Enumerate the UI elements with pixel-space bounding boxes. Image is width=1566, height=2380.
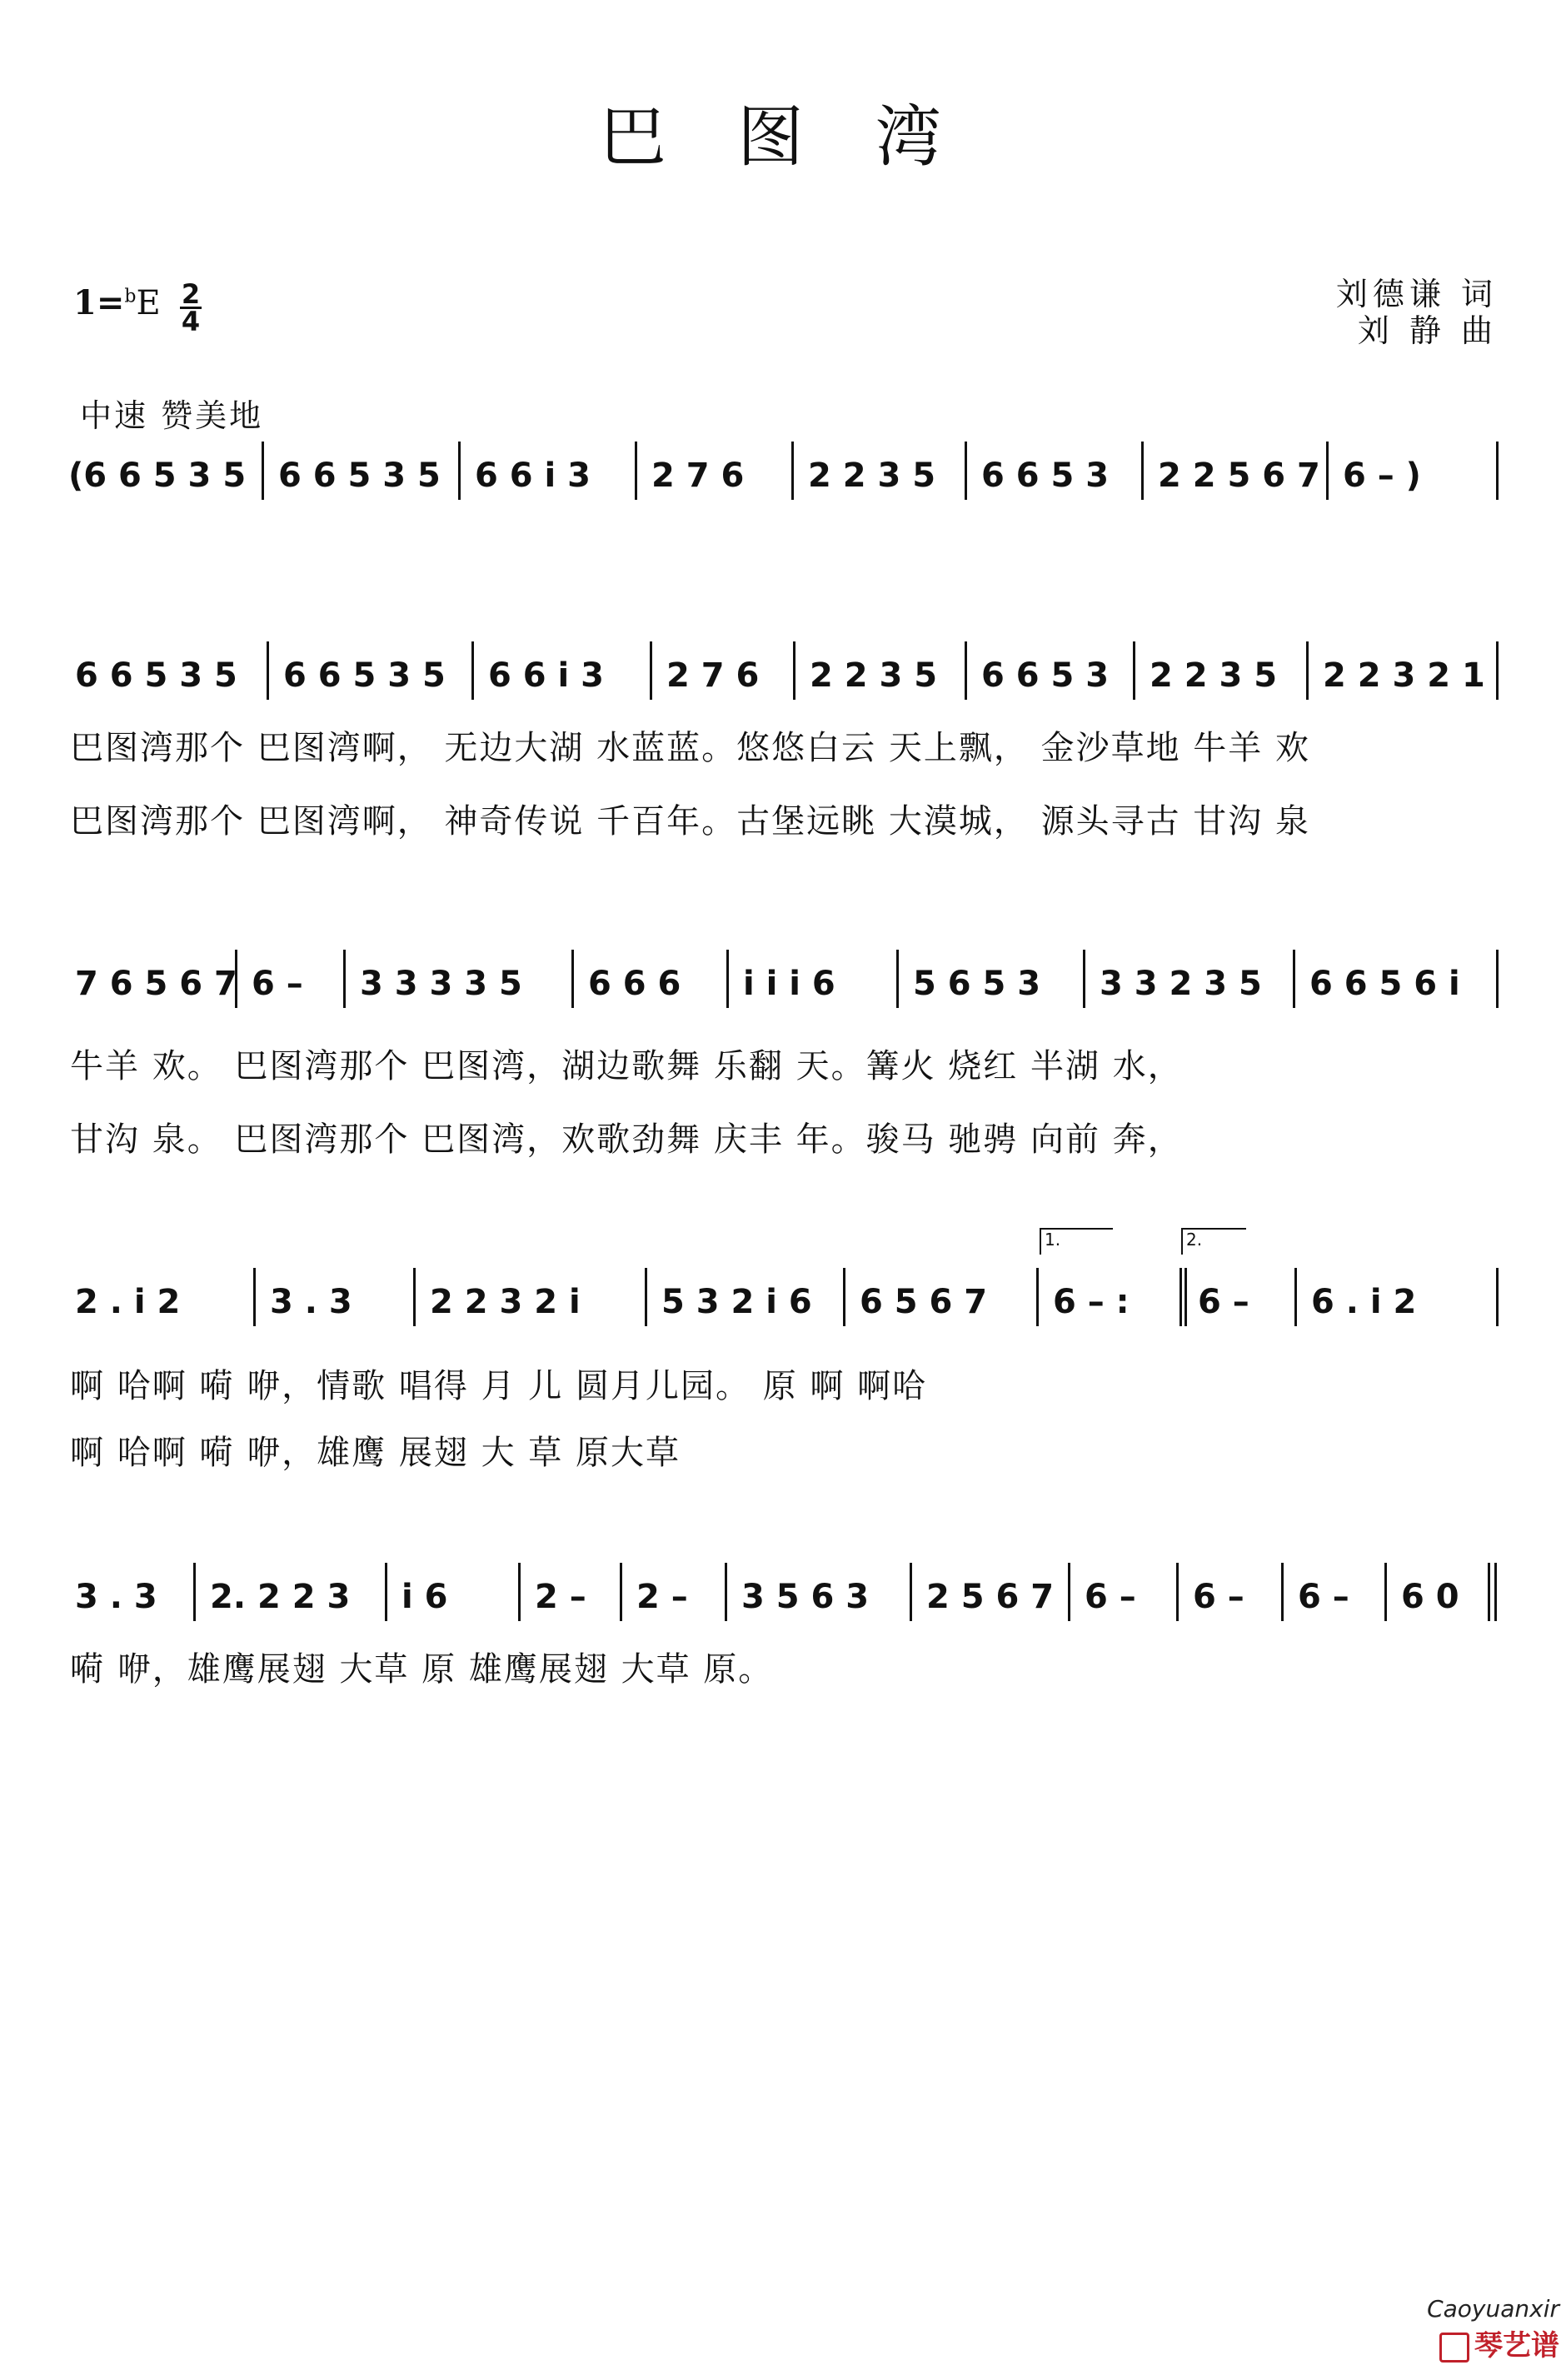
- measure: 6 6 6: [588, 965, 681, 1003]
- lyric-line-2: 巴图湾那个 巴图湾啊， 神奇传说 千百年。古堡远眺 大漠城， 源头寻古 甘沟 泉: [70, 802, 1311, 841]
- measure: 2 –: [535, 1578, 586, 1616]
- key-one: 1=: [73, 283, 125, 322]
- measure: 2 2 3 5: [810, 656, 938, 695]
- measure: 2 2 5 6 7: [1158, 457, 1320, 495]
- watermark-brand: 琴艺谱: [1474, 2329, 1559, 2363]
- lyric-line-5: 啊 哈啊 嗬 咿，情歌 唱得 月 儿 圆月儿园。 原 啊 啊哈: [70, 1367, 928, 1405]
- measure: 3 3 2 3 5: [1100, 965, 1262, 1003]
- watermark-url: Caoyuanxir: [1427, 2295, 1559, 2323]
- logo-icon: [1439, 2333, 1469, 2363]
- measure: 6 6 5 3: [981, 457, 1110, 495]
- measure: 5 3 2 i 6: [661, 1283, 812, 1321]
- time-bottom: 4: [181, 306, 201, 337]
- measure: 6 –: [1298, 1578, 1349, 1616]
- measure: 6 6 i 3: [475, 457, 591, 495]
- key-note: E: [136, 284, 161, 322]
- key-flat: b: [124, 286, 137, 307]
- measure: 6 0: [1401, 1578, 1459, 1616]
- measure: 6 6 5 3 5: [75, 656, 237, 695]
- measure: 6 –: [252, 965, 303, 1003]
- lyric-line-7: 嗬 咿，雄鹰展翅 大草 原 雄鹰展翅 大草 原。: [70, 1650, 774, 1689]
- time-top: 2: [181, 278, 201, 310]
- measure: 6 6 5 3: [981, 656, 1110, 695]
- measure: 2 5 6 7: [926, 1578, 1055, 1616]
- measure: 2 –: [636, 1578, 688, 1616]
- measure: 5 6 5 3: [913, 965, 1041, 1003]
- page-title: 巴 图 湾: [599, 98, 967, 176]
- watermark: [1427, 2295, 1559, 2363]
- measure: 6 –: [1198, 1283, 1249, 1321]
- measure: 2 2 3 2 i: [430, 1283, 581, 1321]
- measure: 6 6 5 3 5: [278, 457, 441, 495]
- lyricist-credit: 刘德谦 词: [1335, 276, 1498, 312]
- measure: 2 2 3 5: [1150, 656, 1278, 695]
- key-signature: [73, 283, 161, 322]
- time-signature: [178, 278, 203, 337]
- measure: 3 . 3: [270, 1283, 352, 1321]
- measure: i i i 6: [743, 965, 835, 1003]
- lyric-line-4: 甘沟 泉。 巴图湾那个 巴图湾，欢歌劲舞 庆丰 年。骏马 驰骋 向前 奔，: [70, 1120, 1183, 1159]
- measure: 6 6 i 3: [488, 656, 604, 695]
- lyric-line-1: 巴图湾那个 巴图湾啊， 无边大湖 水蓝蓝。悠悠白云 天上飘， 金沙草地 牛羊 欢: [70, 729, 1311, 767]
- measure: 2 7 6: [666, 656, 760, 695]
- measure: (6 6 5 3 5: [68, 457, 247, 495]
- staff-1: [68, 442, 1501, 508]
- tempo-marking: 中速 赞美地: [80, 397, 264, 434]
- staff-5: [68, 1563, 1501, 1629]
- composer-credit: 刘 静 曲: [1357, 312, 1498, 349]
- measure: 2 2 3 5: [808, 457, 936, 495]
- measure: 3 . 3: [75, 1578, 157, 1616]
- volta-first: 1.: [1040, 1228, 1113, 1255]
- volta-second: 2.: [1181, 1228, 1246, 1255]
- measure: 6 5 6 7: [860, 1283, 988, 1321]
- measure: 2 2 3 2 1: [1323, 656, 1485, 695]
- measure: 6 –: [1085, 1578, 1136, 1616]
- measure: 7 6 5 6 7: [75, 965, 237, 1003]
- measure: 6 6 5 3 5: [283, 656, 446, 695]
- measure: 2 7 6: [651, 457, 745, 495]
- staff-2: [68, 641, 1501, 708]
- measure: 3 5 6 3: [741, 1578, 870, 1616]
- measure: 6 – ): [1343, 457, 1421, 495]
- measure: 2 . i 2: [75, 1283, 181, 1321]
- measure: 2. 2 2 3: [210, 1578, 351, 1616]
- measure: i 6: [401, 1578, 448, 1616]
- measure: 6 . i 2: [1311, 1283, 1417, 1321]
- lyric-line-6: 啊 哈啊 嗬 咿，雄鹰 展翅 大 草 原大草: [70, 1434, 681, 1472]
- staff-3: [68, 950, 1501, 1016]
- measure: 6 –: [1193, 1578, 1244, 1616]
- staff-4: [68, 1268, 1501, 1335]
- measure: 3 3 3 3 5: [360, 965, 522, 1003]
- measure: 6 – :: [1053, 1283, 1130, 1321]
- measure: 6 6 5 6 i: [1309, 965, 1460, 1003]
- lyric-line-3: 牛羊 欢。 巴图湾那个 巴图湾，湖边歌舞 乐翻 天。篝火 烧红 半湖 水，: [70, 1047, 1183, 1085]
